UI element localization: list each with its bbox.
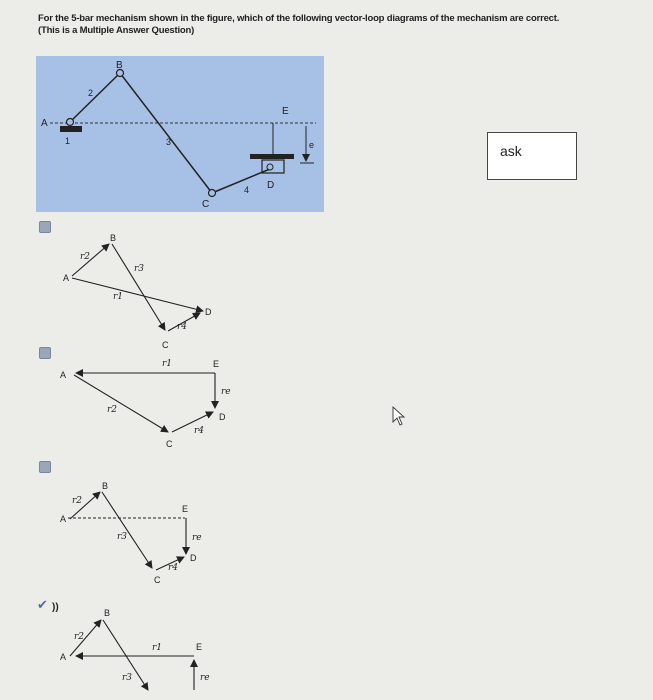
opt1-label-a: A: [63, 273, 70, 283]
fig-label-1: 1: [65, 136, 71, 146]
opt3-vector-r3: [102, 492, 152, 568]
opt2-label-a: A: [60, 370, 67, 380]
opt2-label-c: C: [166, 439, 173, 449]
opt2-label-r2: r2: [107, 405, 118, 415]
option-2-diagram: [60, 359, 231, 449]
opt2-vector-r4: [172, 412, 213, 432]
fig-label-4: 4: [244, 185, 250, 195]
opt3-label-r2: r2: [72, 496, 83, 506]
opt4-label-r3: r3: [122, 673, 133, 683]
opt1-label-r1: r1: [113, 292, 124, 302]
opt2-label-r1: r1: [162, 359, 173, 369]
opt3-label-d: D: [190, 553, 197, 563]
opt1-label-r3: r3: [134, 264, 145, 274]
opt1-vector-r1: [72, 278, 203, 311]
opt3-label-r3: r3: [117, 532, 128, 542]
fig-label-3: 3: [166, 137, 172, 147]
opt3-label-re: re: [192, 533, 202, 543]
opt4-label-a: A: [60, 652, 67, 662]
opt2-label-re: re: [221, 387, 231, 397]
opt4-label-b: B: [104, 608, 111, 618]
ask-label: ask: [500, 143, 522, 159]
opt4-label-re: re: [200, 673, 210, 683]
fig-label-b: B: [116, 60, 123, 71]
opt1-vector-r3: [112, 244, 165, 330]
fig-label-e-offset: e: [309, 140, 315, 150]
option-1-diagram: [63, 233, 212, 350]
fig-label-a: A: [41, 118, 48, 129]
opt1-vector-r2: [72, 244, 109, 276]
opt2-label-e: E: [213, 359, 220, 369]
option-3-diagram: [60, 481, 202, 585]
opt1-label-r2: r2: [80, 252, 91, 262]
opt1-label-r4: r4: [177, 322, 188, 332]
opt2-label-d: D: [219, 412, 226, 422]
opt1-label-c: C: [162, 340, 169, 350]
option-4-extra-mark: )): [52, 602, 59, 613]
opt2-vector-r2: [74, 375, 168, 432]
opt2-label-r4: r4: [194, 426, 205, 436]
fig-label-d: D: [267, 180, 275, 191]
option-4-checkmark-icon[interactable]: ✔: [37, 597, 48, 612]
fig-label-2: 2: [88, 88, 94, 98]
opt3-label-e: E: [182, 504, 189, 514]
question-line-2: (This is a Multiple Answer Question): [38, 25, 195, 36]
option-4-diagram: [60, 608, 210, 690]
mouse-cursor-icon: [393, 407, 404, 425]
opt1-label-b: B: [110, 233, 117, 243]
opt4-label-e: E: [196, 642, 203, 652]
opt1-label-d: D: [205, 307, 212, 317]
opt4-label-r1: r1: [152, 643, 163, 653]
fig-label-e-point: E: [282, 106, 289, 117]
opt3-label-r4: r4: [168, 563, 179, 573]
opt3-label-b: B: [102, 481, 109, 491]
fig-label-c: C: [202, 199, 210, 210]
opt3-label-a: A: [60, 514, 67, 524]
opt3-label-c: C: [154, 575, 161, 585]
opt4-label-r2: r2: [74, 632, 85, 642]
question-line-1: For the 5-bar mechanism shown in the figure, which of the following vector-loop diagrams of the mechanism are correct.: [38, 13, 560, 24]
